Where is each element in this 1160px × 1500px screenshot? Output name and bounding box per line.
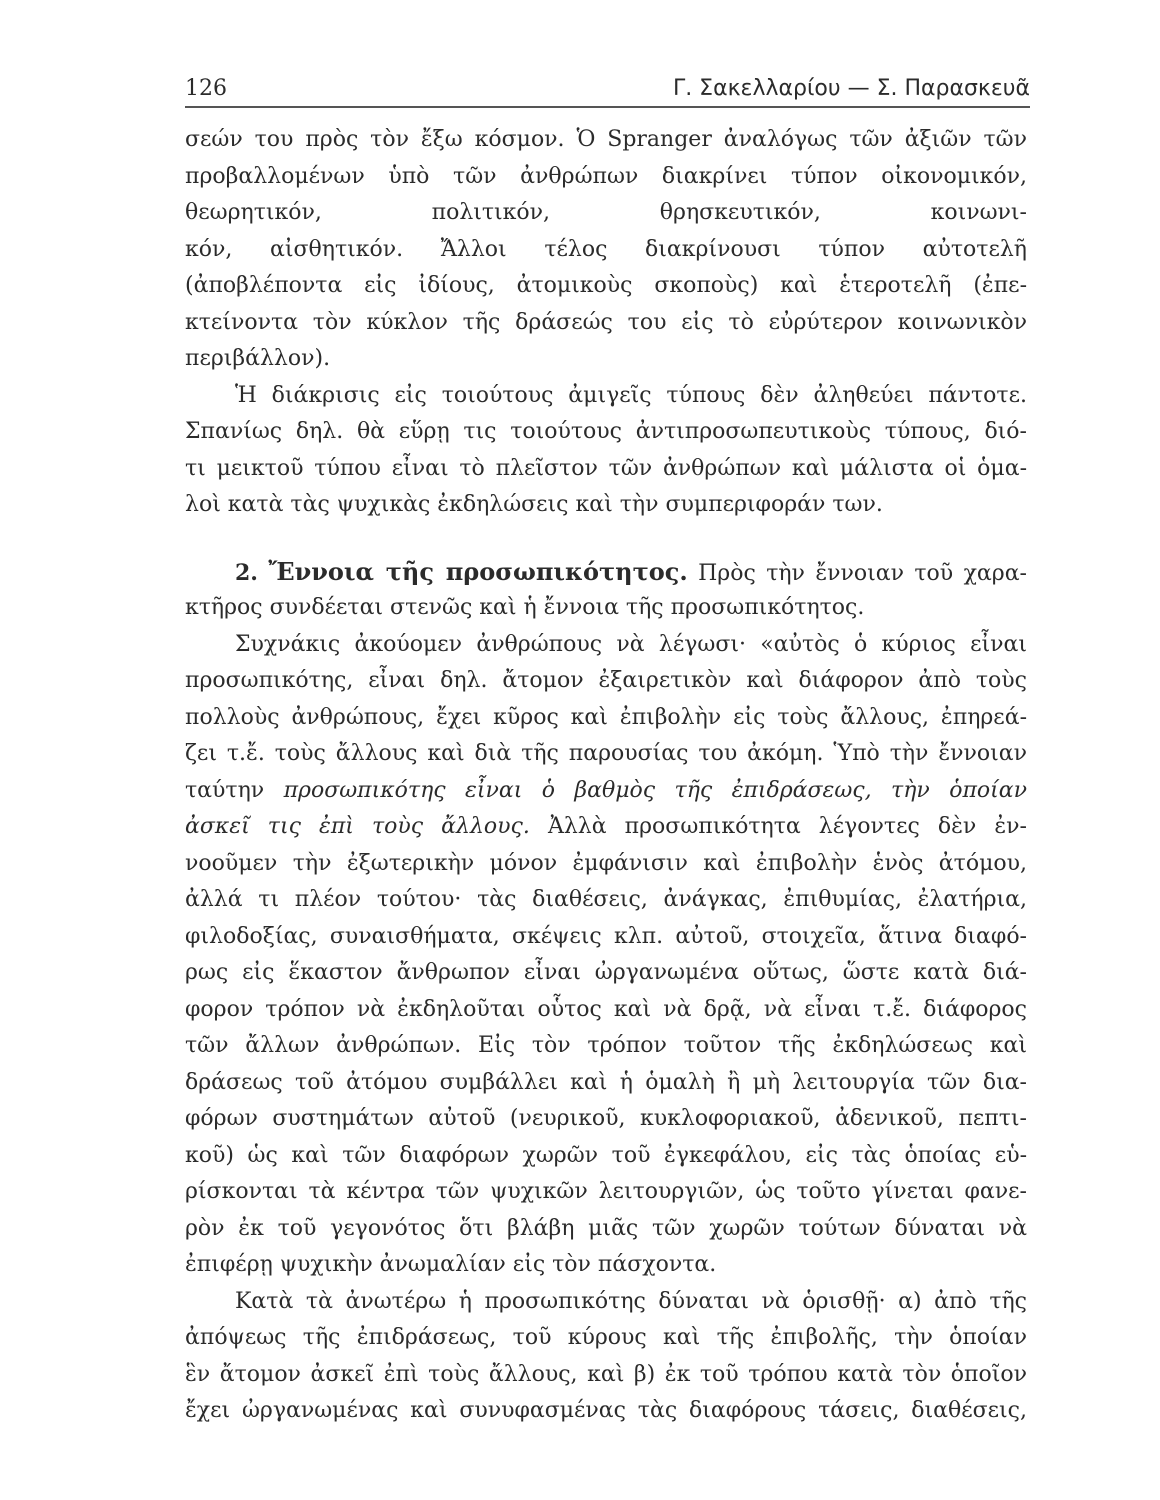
text-line: ἀλλά τι πλέον τούτου· τὰς διαθέσεις, ἀνάγκας, ἐπιθυμίας, ἐλατήρια, [185, 887, 1027, 912]
text-line: σεών του πρὸς τὸν ἔξω κόσμον. Ὁ Spranger ἀναλόγως τῶν ἀξιῶν τῶν [185, 127, 1027, 152]
text-line: δράσεως τοῦ ἀτόμου συμβάλλει καὶ ἡ ὁμαλὴ ἢ μὴ λειτουργία τῶν δια- [185, 1069, 1027, 1095]
page-number: 126 [185, 76, 227, 101]
text-span: Ἀλλὰ προσωπικότητα λέγοντες δὲν ἐν- [547, 814, 1027, 839]
text-line: (ἀποβλέποντα εἰς ἰδίους, ἀτομικοὺς σκοποὺς) καὶ ἑτεροτελῆ (ἐπε- [185, 273, 1027, 298]
text-line: περιβάλλον). [185, 346, 331, 371]
running-title: Γ. Σακελλαρίου — Σ. Παρασκευᾶ [672, 76, 1030, 101]
text-line: θεωρητικόν, πολιτικόν, θρησκευτικόν, κοινωνι- [185, 200, 1027, 225]
italic-definition: προσωπικότης εἶναι ὁ βαθμὸς τῆς ἐπιδράσεως, τὴν ὁποίαν [283, 777, 1027, 803]
text-line: ἀπόψεως τῆς ἐπιδράσεως, τοῦ κύρους καὶ τῆς ἐπιβολῆς, τὴν ὁποίαν [185, 1325, 1027, 1350]
text-line: προβαλλομένων ὑπὸ τῶν ἀνθρώπων διακρίνει τύπον οἰκονομικόν, [185, 163, 1027, 189]
paragraph-1 [185, 122, 1027, 378]
text-line [185, 773, 1027, 810]
paragraph-4 [185, 1284, 1027, 1430]
text-line: φορον τρόπον νὰ ἐκδηλοῦται οὗτος καὶ νὰ δρᾷ, νὰ εἶναι τ.ἔ. διάφορος [185, 996, 1027, 1022]
section-text: Πρὸς τὴν ἔννοιαν τοῦ χαρα- [698, 560, 1027, 586]
text-line: ἓν ἄτομον ἀσκεῖ ἐπὶ τοὺς ἄλλους, καὶ β) ἐκ τοῦ τρόπου κατὰ τὸν ὁποῖον [185, 1361, 1027, 1387]
text-line: Συχνάκις ἀκούομεν ἀνθρώπους νὰ λέγωσι· «αὐτὸς ὁ κύριος εἶναι [235, 631, 1027, 657]
text-line: κοῦ) ὡς καὶ τῶν διαφόρων χωρῶν τοῦ ἐγκεφάλου, εἰς τὰς ὁποίας εὑ- [185, 1142, 1027, 1168]
text-line: λοὶ κατὰ τὰς ψυχικὰς ἐκδηλώσεις καὶ τὴν συμπεριφοράν των. [185, 492, 883, 517]
text-line: φιλοδοξίας, συναισθήματα, σκέψεις κλπ. αὐτοῦ, στοιχεῖα, ἅτινα διαφό- [185, 923, 1027, 949]
text-line: κτείνοντα τὸν κύκλον τῆς δράσεώς του εἰς τὸ εὐρύτερον κοινωνικὸν [185, 309, 1027, 335]
text-line: Σπανίως δηλ. θὰ εὕρῃ τις τοιούτους ἀντιπροσωπευτικοὺς τύπους, διό- [185, 419, 1027, 444]
text-line: ζει τ.ἔ. τοὺς ἄλλους καὶ διὰ τῆς παρουσίας του ἀκόμη. Ὑπὸ τὴν ἔννοιαν [185, 741, 1027, 766]
section-number: 2. [235, 559, 258, 586]
paragraph-2 [185, 378, 1027, 524]
text-line: πολλοὺς ἀνθρώπους, ἔχει κῦρος καὶ ἐπιβολὴν εἰς τοὺς ἄλλους, ἐπηρεά- [185, 704, 1027, 730]
text-line: φόρων συστημάτων αὐτοῦ (νευρικοῦ, κυκλοφοριακοῦ, ἀδενικοῦ, πεπτι- [185, 1106, 1027, 1131]
text-line: τῶν ἄλλων ἀνθρώπων. Εἰς τὸν τρόπον τοῦτον τῆς ἐκδηλώσεως καὶ [185, 1033, 1027, 1058]
italic-definition: ἀσκεῖ τις ἐπὶ τοὺς ἄλλους. [185, 814, 530, 839]
section-heading-line [185, 554, 1027, 591]
text-line: νοοῦμεν τὴν ἐξωτερικὴν μόνον ἐμφάνισιν καὶ ἐπιβολὴν ἑνὸς ἀτόμου, [185, 850, 1027, 876]
text-line: ἔχει ὠργανωμένας καὶ συνυφασμένας τὰς διαφόρους τάσεις, διαθέσεις, [185, 1398, 1027, 1423]
text-line: ρὸν ἐκ τοῦ γεγονότος ὅτι βλάβη μιᾶς τῶν χωρῶν τούτων δύναται νὰ [185, 1215, 1027, 1241]
body-text [185, 122, 1027, 1430]
page-header [185, 72, 1030, 108]
text-line: Ἡ διάκρισις εἰς τοιούτους ἀμιγεῖς τύπους δὲν ἀληθεύει πάντοτε. [235, 382, 1027, 408]
text-line: Κατὰ τὰ ἀνωτέρω ἡ προσωπικότης δύναται νὰ ὁρισθῇ· α) ἀπὸ τῆς [235, 1288, 1027, 1314]
section-title: Ἔννοια τῆς προσωπικότητος. [268, 556, 688, 586]
text-line: ἐπιφέρῃ ψυχικὴν ἀνωμαλίαν εἰς τὸν πάσχοντα. [185, 1252, 717, 1277]
text-line: ρίσκονται τὰ κέντρα τῶν ψυχικῶν λειτουργιῶν, ὡς τοῦτο γίνεται φανε- [185, 1179, 1027, 1204]
text-line [185, 809, 1027, 846]
paragraph-3 [185, 627, 1027, 1284]
text-line: ρως εἰς ἕκαστον ἄνθρωπον εἶναι ὠργανωμένα οὕτως, ὥστε κατὰ διά- [185, 960, 1027, 985]
text-line: προσωπικότης, εἶναι δηλ. ἄτομον ἐξαιρετικὸν καὶ διάφορον ἀπὸ τοὺς [185, 668, 1027, 693]
section-2 [185, 554, 1027, 627]
text-span: ταύτην [185, 777, 265, 803]
text-line: τι μεικτοῦ τύπου εἶναι τὸ πλεῖστον τῶν ἀνθρώπων καὶ μάλιστα οἱ ὁμα- [185, 455, 1027, 481]
text-line: κόν, αἰσθητικόν. Ἄλλοι τέλος διακρίνουσι τύπον αὐτοτελῆ [185, 236, 1027, 262]
text-line: κτῆρος συνδέεται στενῶς καὶ ἡ ἔννοια τῆς προσωπικότητος. [185, 595, 865, 620]
